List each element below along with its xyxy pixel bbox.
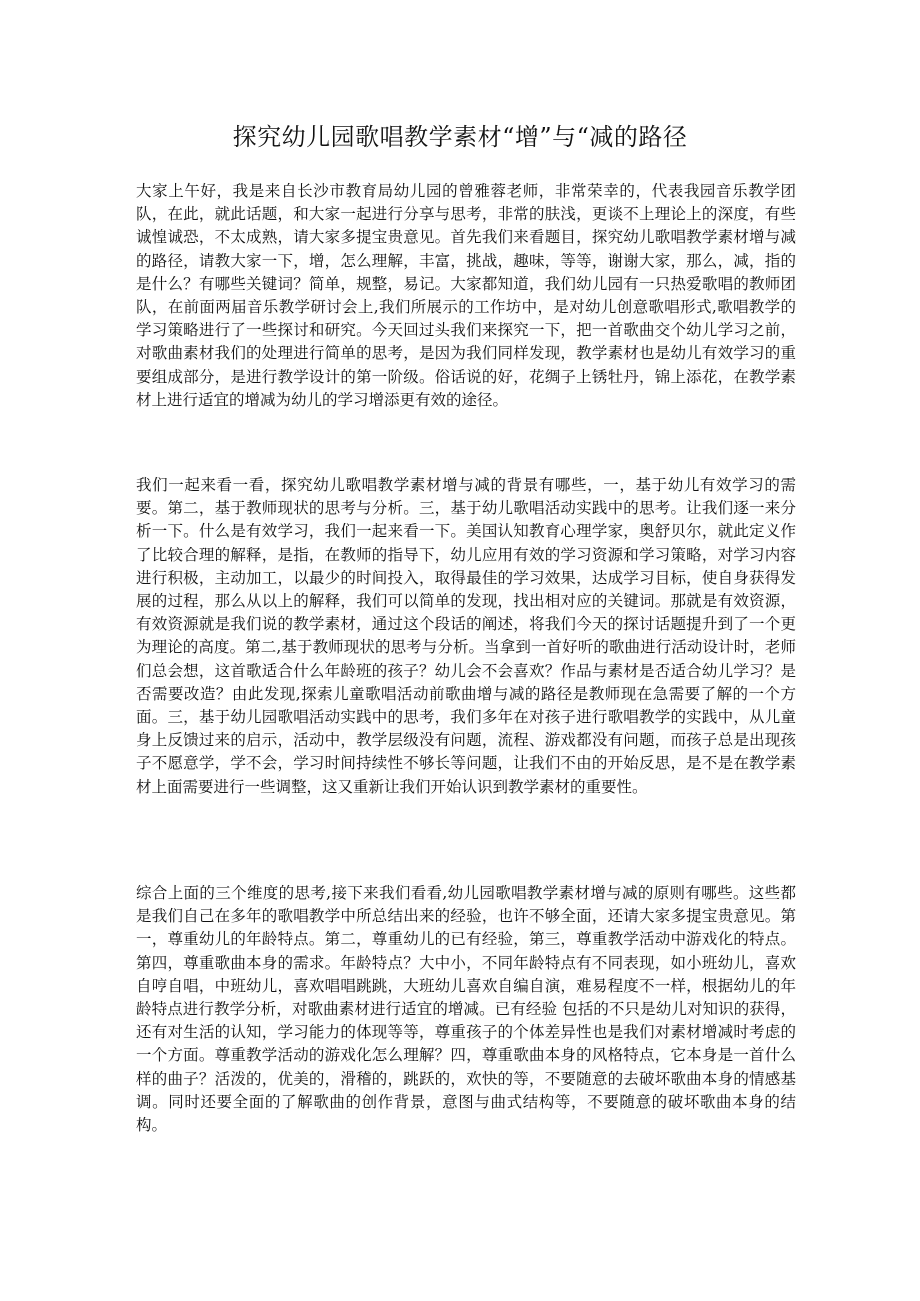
paragraph-principles: 综合上面的三个维度的思考,接下来我们看看,幼儿园歌唱教学素材增与减的原则有哪些。这些都是我们自己在多年的歌唱教学中所总结出来的经验，也许不够全面，还请大家多提宝贵意见。第一，尊重幼儿的年龄特点。第二，尊重幼儿的已有经验，第三，尊重教学活动中游戏化的特点。第四，尊重歌曲本身的需求。年龄特点？大中小，不同年龄特点有不同表现，如小班幼儿，喜欢自哼自唱，中班幼儿，喜欢唱唱跳跳，大班幼儿喜欢自编自演，难易程度不一样，根据幼儿的年龄特点进行教学分析，对歌曲素材进行适宜的增减。已有经验 包括的不只是幼儿对知识的获得，还有对生活的认知，学习能力的体现等等，尊重孩子的个体差异性也是我们对素材增减时考虑的一个方面。尊重教学活动的游戏化怎么理解？四，尊重歌曲本身的风格特点，它本身是一首什么样的曲子？活泼的，优美的，滑稽的，跳跃的，欢快的等，不要随意的去破坏歌曲本身的情感基调。同时还要全面的了解歌曲的创作背景，意图与曲式结构等，不要随意的破坏歌曲本身的结构。 [136, 884, 796, 1135]
document-title: 探究幼儿园歌唱教学素材“增”与“减的路径 [232, 123, 688, 151]
paragraph-introduction: 大家上午好，我是来自长沙市教育局幼儿园的曾雅蓉老师，非常荣幸的，代表我园音乐教学团队，在此，就此话题，和大家一起进行分享与思考，非常的肤浅，更谈不上理论上的深度，有些诚惶诚恐，不太成熟，请大家多提宝贵意见。首先我们来看题目，探究幼儿歌唱教学素材增与减的路径，请教大家一下，增，怎么理解，丰富，挑战，趣味，等等，谢谢大家，那么，减，指的是什么？有哪些关键词？简单，规整，易记。大家都知道，我们幼儿园有一只热爱歌唱的教师团队，在前面两届音乐教学研讨会上,我们所展示的工作坊中，是对幼儿创意歌唱形式,歌唱教学的学习策略进行了一些探讨和研究。今天回过头我们来探究一下，把一首歌曲交个幼儿学习之前，对歌曲素材我们的处理进行简单的思考，是因为我们同样发现，教学素材也是幼儿有效学习的重要组成部分，是进行教学设计的第一阶级。俗话说的好，花绸子上锈牡丹，锦上添花，在教学素材上进行适宜的增减为幼儿的学习增添更有效的途径。 [136, 182, 796, 409]
paragraph-background: 我们一起来看一看，探究幼儿歌唱教学素材增与减的背景有哪些，一，基于幼儿有效学习的需要。第二，基于教师现状的思考与分析。三，基于幼儿歌唱活动实践中的思考。让我们逐一来分析一下。什么是有效学习，我们一起来看一下。美国认知教育心理学家，奥舒贝尔，就此定义作了比较合理的解释，是指，在教师的指导下，幼儿应用有效的学习资源和学习策略，对学习内容进行积极，主动加工，以最少的时间投入，取得最佳的学习效果，达成学习目标，使自身获得发展的过程，那么从以上的解释，我们可以简单的发现，找出相对应的关键词。那就是有效资源，有效资源就是我们说的教学素材，通过这个段话的阐述，将我们今天的探讨话题提升到了一个更为理论的高度。第二,基于教师现状的思考与分析。当拿到一首好听的歌曲进行活动设计时，老师们总会想，这首歌适合什么年龄班的孩子？幼儿会不会喜欢？作品与素材是否适合幼儿学习？是否需要改造？由此发现,探索儿童歌唱活动前歌曲增与减的路径是教师现在急需要了解的一个方面。三，基于幼儿园歌唱活动实践中的思考，我们多年在对孩子进行歌唱教学的实践中，从儿童身上反馈过来的启示，活动中，教学层级没有问题，流程、游戏都没有问题，而孩子总是出现孩子不愿意学，学不会，学习时间持续性不够长等问题，让我们不由的开始反思，是不是在教学素材上面需要进行一些调整，这又重新让我们开始认识到教学素材的重要性。 [136, 476, 796, 796]
